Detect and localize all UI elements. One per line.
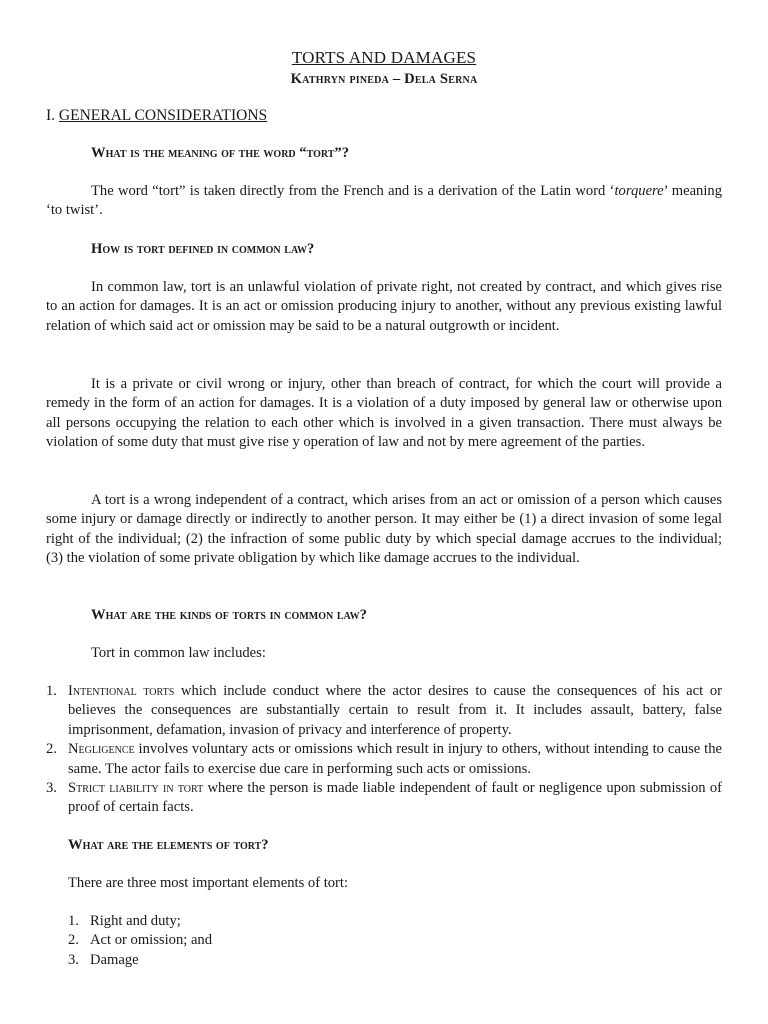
paragraph-tort-includes: Tort in common law includes: <box>91 645 266 661</box>
list-item-text: Damage <box>90 951 139 968</box>
elements-list <box>68 912 212 970</box>
paragraph-tort-origin <box>46 182 722 221</box>
list-item-term: Negligence <box>68 741 135 758</box>
section-number: I. <box>46 107 56 124</box>
list-item <box>68 931 212 950</box>
list-item <box>68 951 212 970</box>
latin-word: torquere <box>614 183 664 199</box>
list-item-number: 1. <box>46 683 57 699</box>
question-elements-of-tort: What are the elements of tort? <box>68 837 269 853</box>
question-common-law-definition: How is tort defined in common law? <box>91 241 315 257</box>
list-item-text: where the person is made liable independent of fault or negligence upon submission of proof of certain facts. <box>68 780 722 816</box>
paragraph-tort-origin-text-b: ’ meaning ‘to twist’. <box>46 183 722 219</box>
document-title: TORTS AND DAMAGES <box>291 48 477 67</box>
list-item <box>46 779 722 818</box>
list-item-term: Strict liability in tort <box>68 780 204 797</box>
list-item <box>46 740 722 779</box>
list-item-number: 2. <box>68 932 79 949</box>
list-item-text: Right and duty; <box>90 913 181 929</box>
list-item-number: 2. <box>46 741 57 758</box>
question-meaning-of-tort: What is the meaning of the word “tort”? <box>91 145 349 161</box>
list-item-number: 3. <box>46 780 57 797</box>
document-author: Kathryn pineda – Dela Serna <box>290 71 478 87</box>
list-item-text: which include conduct where the actor desires to cause the consequences of his act or believes the consequences are substantially certain to result from it. It includes assault, battery, false imprisonment, defamation, invasion of privacy and interference of property. <box>68 683 722 738</box>
kinds-of-torts-list <box>46 682 722 818</box>
section-heading <box>46 106 267 125</box>
paragraph-tort-origin-text-a: The word “tort” is taken directly from the French and is a derivation of the Latin word ‘ <box>91 183 615 199</box>
paragraph-private-wrong: It is a private or civil wrong or injury, other than breach of contract, for which the court will provide a remedy in the form of an action for damages. It is a violation of a duty imposed by general law or otherwise upon all persons occupying the relation to each other which is involved in a given transaction. There must always be violation of some duty that must give rise y operation of law and not by mere agreement of the parties. <box>46 376 722 451</box>
list-item-text: Act or omission; and <box>90 932 213 949</box>
list-item <box>46 682 722 740</box>
list-item <box>68 912 212 931</box>
question-kinds-of-torts: What are the kinds of torts in common law? <box>91 607 367 623</box>
list-item-term: Intentional torts <box>68 683 175 699</box>
list-item-text: involves voluntary acts or omissions which result in injury to others, without intending to cause the same. The actor fails to exercise due care in performing such acts or omissions. <box>68 741 722 777</box>
paragraph-common-law-definition: In common law, tort is an unlawful violation of private right, not created by contract, and which gives rise to an action for damages. It is an act or omission producing injury to another, without any previous existing lawful relation of which said act or omission may be said to be a natural outgrowth or incident. <box>46 279 722 334</box>
list-item-number: 3. <box>68 951 79 968</box>
paragraph-elements-intro: There are three most important elements of tort: <box>68 875 349 891</box>
section-title: GENERAL CONSIDERATIONS <box>58 107 268 124</box>
list-item-number: 1. <box>68 913 79 929</box>
paragraph-wrong-independent: A tort is a wrong independent of a contract, which arises from an act or omission of a person which causes some injury or damage directly or indirectly to another person. It may either be (1) a direct invasion of some legal right of the individual; (2) the infraction of some public duty by which special damage accrues to the individual; (3) the violation of some private obligation by which like damage accrues to the individual. <box>46 492 722 567</box>
